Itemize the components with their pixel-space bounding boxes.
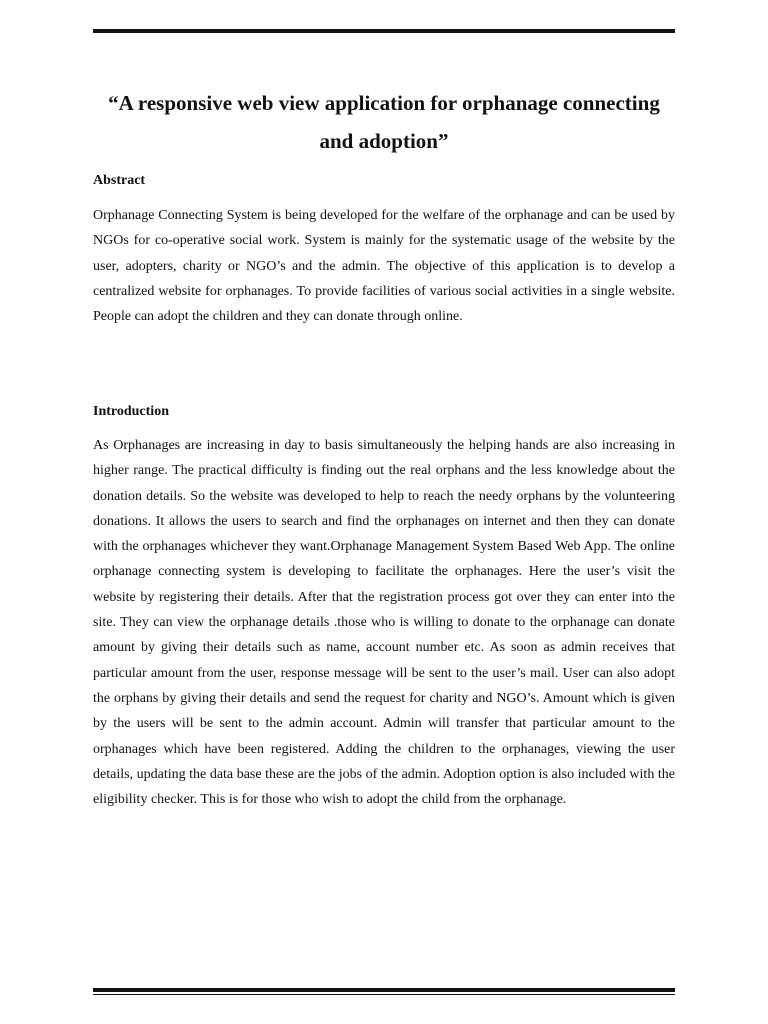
top-rule bbox=[93, 29, 675, 33]
document-title: “A responsive web view application for orphanage connecting and adoption” bbox=[108, 91, 660, 153]
bottom-rule bbox=[93, 988, 675, 995]
introduction-paragraph: As Orphanages are increasing in day to basis simultaneously the helping hands are also increasing in higher range. The practical difficulty is finding out the real orphans and the less knowledge about the donation details. So the website was developed to help to reach the needy orphans by the volunteering donations. It allows the users to search and find the orphanages on internet and then they can donate with the orphanages whichever they want.Orphanage Management System Based Web App. The online orphanage connecting system is developing to facilitate the orphanages. Here the user’s visit the website by registering their details. After that the registration process got over they can enter into the site. They can view the orphanage details .those who is willing to donate to the orphanage can donate amount by giving their details such as name, account number etc. As soon as admin receives that particular amount from the user, response message will be sent to the user’s mail. User can also adopt the orphans by giving their details and send the request for charity and NGO’s. Amount which is given by the users will be sent to the admin account. Admin will transfer that particular amount to the orphanages which have been registered. Adding the children to the orphanages, viewing the user details, updating the data base these are the jobs of the admin. Adoption option is also included with the eligibility checker. This is for those who wish to adopt the child from the orphanage. bbox=[93, 438, 675, 808]
abstract-paragraph: Orphanage Connecting System is being developed for the welfare of the orphanage and can be used by NGOs for co-operative social work. System is mainly for the systematic usage of the website by the user, adopters, charity or NGO’s and the admin. The objective of this application is to develop a centralized website for orphanages. To provide facilities of various social activities in a single website. People can adopt the children and they can donate through online. bbox=[93, 208, 675, 325]
abstract-heading: Abstract bbox=[93, 173, 146, 188]
document-page bbox=[93, 0, 675, 1024]
introduction-heading: Introduction bbox=[93, 404, 169, 419]
